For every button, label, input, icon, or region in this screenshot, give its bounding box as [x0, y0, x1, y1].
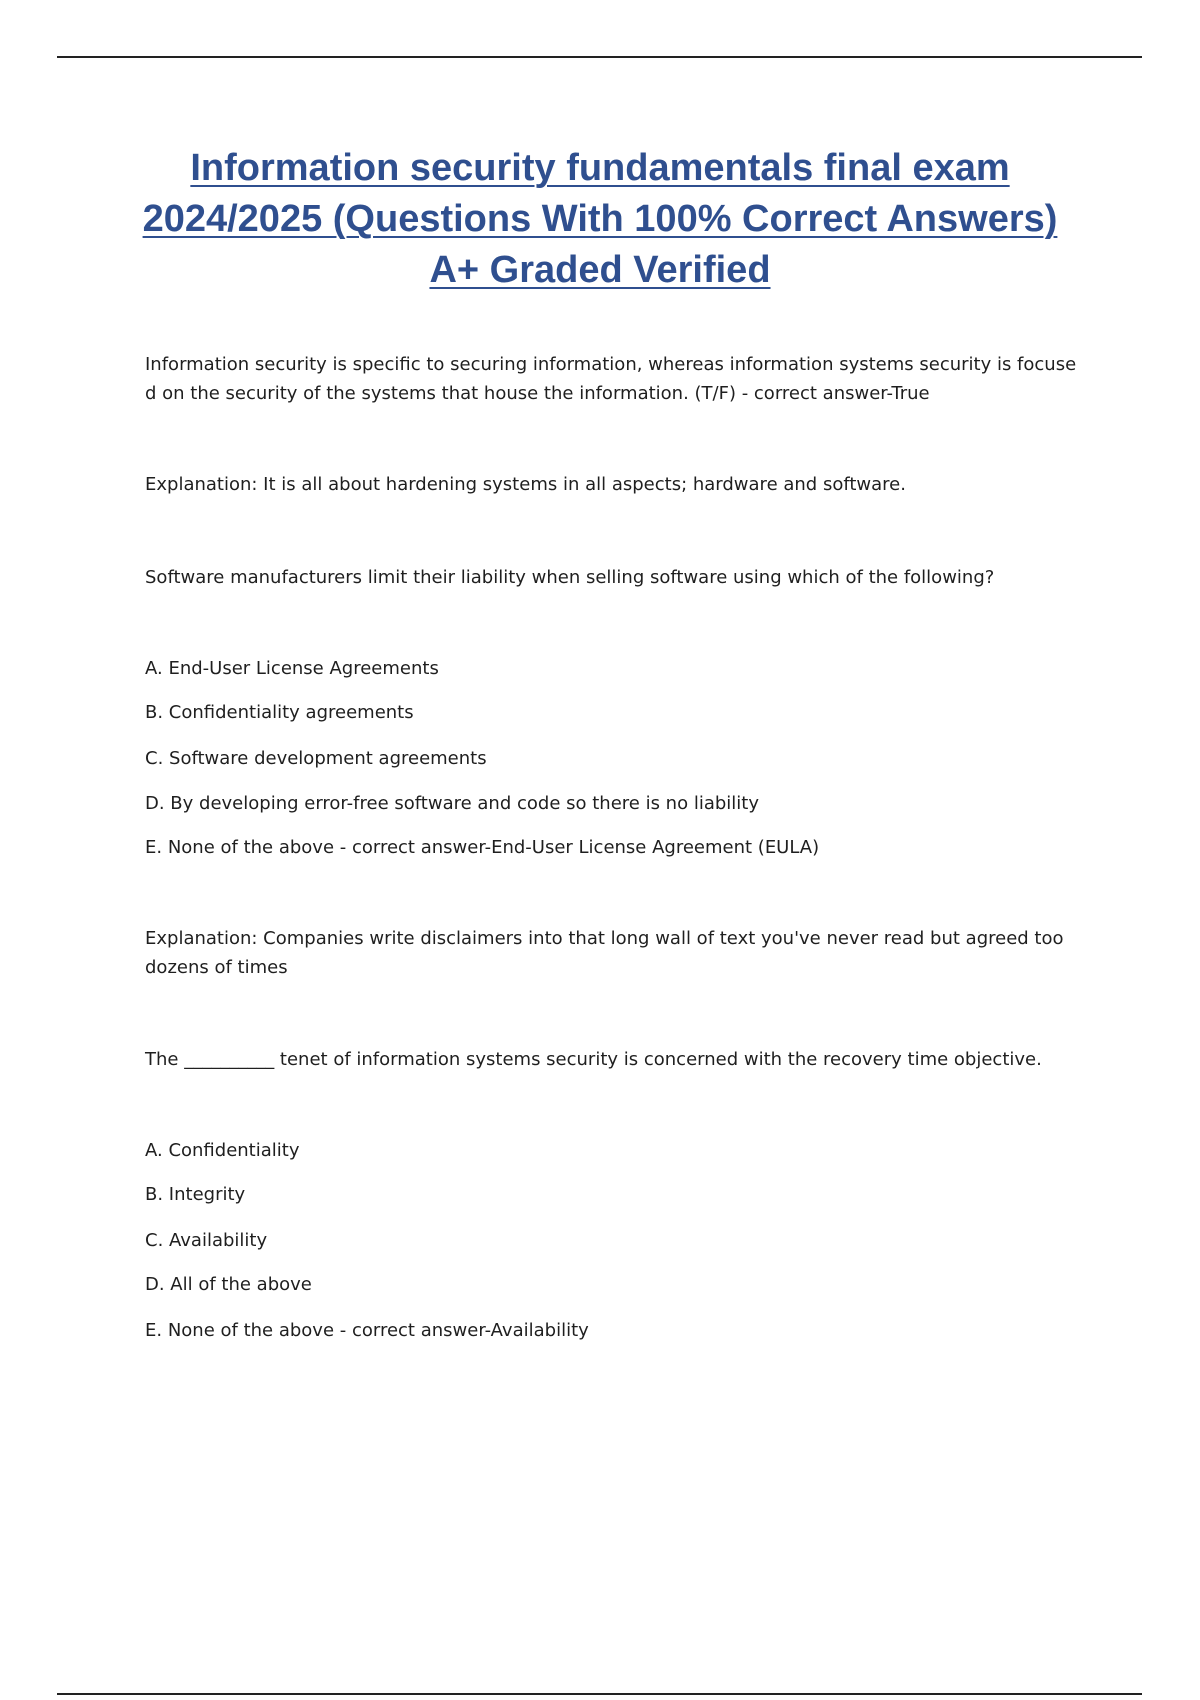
question-2-option-c: C. Software development agreements: [145, 748, 487, 769]
question-3-option-e: E. None of the above - correct answer-Availability: [145, 1320, 589, 1341]
explanation-2: Explanation: Companies write disclaimers into that long wall of text you've never read but agreed too dozens of times: [145, 928, 1064, 978]
question-2-option-e: E. None of the above - correct answer-End-User License Agreement (EULA): [145, 837, 820, 858]
question-3-text: The __________ tenet of information systems security is concerned with the recovery time objective.: [145, 1049, 1042, 1070]
explanation-1: Explanation: It is all about hardening systems in all aspects; hardware and software.: [145, 474, 906, 495]
question-3-option-d: D. All of the above: [145, 1274, 312, 1295]
document-title: Information security fundamentals final exam 2024/2025 (Questions With 100% Correct Answers) A+ Graded Verified: [142, 147, 1058, 291]
question-3-option-c: C. Availability: [145, 1230, 268, 1251]
footer-rule: [57, 1693, 1142, 1695]
question-2-text: Software manufacturers limit their liability when selling software using which of the following?: [145, 567, 995, 588]
question-2-option-a: A. End-User License Agreements: [145, 658, 439, 679]
question-3-option-b: B. Integrity: [145, 1184, 246, 1205]
question-3-option-a: A. Confidentiality: [145, 1140, 300, 1161]
header-rule: [57, 56, 1142, 58]
question-2-option-d: D. By developing error-free software and code so there is no liability: [145, 793, 759, 814]
question-1-text: Information security is specific to securing information, whereas information systems security is focuse d on the security of the systems that house the information. (T/F) - correct answer-True: [145, 354, 1077, 404]
question-2-option-b: B. Confidentiality agreements: [145, 702, 414, 723]
